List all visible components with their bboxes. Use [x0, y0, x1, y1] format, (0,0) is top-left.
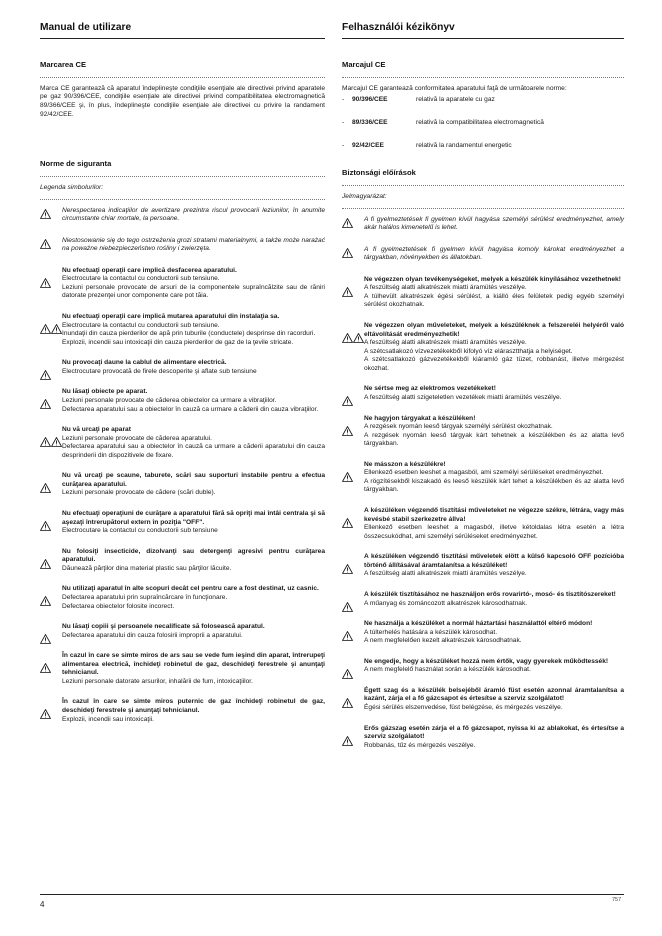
- warning-triangle-icon: [40, 709, 51, 719]
- left-column: [40, 48, 325, 736]
- safety-block: [40, 623, 325, 640]
- safety-rule-heading: Ne végezzen olyan műveleteket, melyek a készüléknek a felszereléi helyéről való eltávolítását eredményezhetik!: [364, 322, 624, 338]
- safety-block: [40, 585, 325, 611]
- safety-rule-consequence: A rezgések nyomán leeső tárgyak személyi sérülést okozhatnak.: [364, 423, 553, 431]
- safety-rule-consequence: A feszültség alatti alkatrészek miatti áramütés veszélye.: [364, 339, 527, 347]
- safety-text: [364, 322, 624, 373]
- safety-text: [62, 388, 325, 414]
- header-right-title: Felhasználói kézikönyv: [342, 22, 455, 33]
- legend-title-hu: Jelmagyarázat:: [342, 192, 387, 200]
- safety-text: [62, 359, 325, 376]
- safety-rule-consequence: Defectarea aparatului prin supraîncărcare în funcţionare.: [62, 593, 228, 601]
- warning-icons: [342, 218, 353, 228]
- warning-icons: [342, 631, 353, 641]
- directive-code: 92/42/CEE: [352, 141, 384, 149]
- footer-rule: [40, 894, 624, 895]
- ce-text-hu: Marcajul CE garantează conformitatea aparatului faţă de următoarele norme:: [342, 84, 567, 92]
- safety-rule-consequence: Defectarea aparatului din cauza folosirii improprii a aparatului.: [62, 631, 243, 639]
- safety-text: [62, 698, 325, 724]
- safety-text: [364, 725, 624, 751]
- warning-triangle-icon: [51, 437, 62, 447]
- safety-block: [342, 620, 624, 646]
- safety-rule-heading: Nu folosiţi insecticide, dizolvanţi sau detergenţi agresivi pentru curăţarea aparatului.: [62, 547, 325, 564]
- header-rule-left: [40, 38, 325, 39]
- legend-description: A fi gyelmeztetések fi gyelmen kívül hagyása komoly károkat eredményezhet a tárgyakban, növényekben és állatokban.: [364, 245, 624, 262]
- divider: [40, 199, 325, 200]
- warning-triangle-icon: [342, 698, 353, 708]
- safety-text: [62, 548, 325, 574]
- warning-triangle-icon: [40, 521, 51, 531]
- safety-rule-heading: Nu efectuaţi operaţii care implică mutarea aparatului din instalaţia sa.: [62, 313, 280, 321]
- directive-item: [342, 96, 624, 105]
- warning-triangle-icon: [40, 239, 51, 249]
- safety-rule-consequence: A nem megfelelően kezelt alkatrészek károsodhatnak.: [364, 637, 522, 645]
- warning-icons: [342, 248, 353, 258]
- safety-rule-consequence: Leziuni personale provocate de arsuri de la componentele supraîncălzite sau de răniri datorate prezenţei unor componente care pot tăia.: [62, 283, 325, 300]
- safety-rule-heading: Ne hagyjon tárgyakat a készüléken!: [364, 414, 476, 422]
- divider: [40, 77, 325, 78]
- safety-block: [40, 426, 325, 460]
- safety-text: [364, 246, 624, 263]
- directive-description: relativă la randamentul energetic: [416, 141, 512, 149]
- warning-triangle-icon: [40, 596, 51, 606]
- safety-rule-heading: În cazul în care se simte miros puternic de gaz închideţi robinetul de gaz, deschideţi ferestrele şi anunţaţi tehnicianul.: [62, 698, 325, 715]
- warning-triangle-icon: [342, 396, 353, 406]
- safety-block: [40, 698, 325, 724]
- safety-text: [364, 620, 624, 646]
- safety-rule-consequence: Ellenkező esetben leeshet a magasból, ami személyi sérüléseket eredményezhet.: [364, 469, 604, 477]
- warning-icons: [342, 564, 353, 574]
- safety-rule-heading: A készüléken végzendő tisztítási műveletek elött a külső kapcsoló OFF pozícióba történő állításával áramtalanítsa a készüléket!: [364, 553, 624, 569]
- warning-triangle-icon: [342, 218, 353, 228]
- safety-block: [342, 216, 624, 233]
- left-safety-blocks: [40, 207, 325, 725]
- safety-rule-consequence: Leziuni personale datorate arsurilor, inhalării de fum, intoxicaţiilor.: [62, 677, 253, 685]
- page-reference: 757: [612, 897, 622, 903]
- safety-rule-consequence: Electrocutare la contactul cu conductorii sub tensiune.: [62, 275, 220, 283]
- safety-text: [62, 207, 325, 224]
- safety-rule-consequence: Explozii, incendii sau intoxicaţii.: [62, 715, 154, 723]
- warning-icons: [40, 278, 51, 288]
- warning-icons: [342, 602, 353, 612]
- divider: [342, 208, 624, 209]
- safety-text: [364, 507, 624, 541]
- divider: [342, 77, 624, 78]
- safety-block: [40, 548, 325, 574]
- right-column: [342, 48, 624, 762]
- safety-rule-heading: Ne engedje, hogy a készüléket hozzá nem értők, vagy gyerekek működtessék!: [364, 657, 609, 665]
- safety-rule-heading: Nu efectuaţi operaţiuni de curăţare a aparatului fără să opriţi mai întâi centrala şi să aşezaţi întrerupătorul extern în poziţia "OFF".: [62, 510, 325, 526]
- warning-icons: [40, 483, 51, 493]
- safety-rule-consequence: A feszültség alatti alkatrészek miatti áramütés veszélye.: [364, 284, 527, 292]
- directive-code: 89/336/CEE: [352, 118, 388, 126]
- safety-rule-heading: Nu efectuaţi operaţii care implică desfacerea aparatului.: [62, 266, 237, 274]
- warning-triangle-icon: [342, 736, 353, 746]
- warning-triangle-icon: [353, 333, 364, 343]
- safety-block: [342, 246, 624, 263]
- safety-text: [62, 472, 325, 498]
- safety-rule-heading: Nu vă urcaţi pe aparat: [62, 426, 131, 434]
- safety-block: [40, 472, 325, 498]
- warning-triangle-icon: [40, 370, 51, 380]
- ce-text-ro: Marca CE garantează că aparatul îndeplineşte condiţiile esenţiale ale directivei privind aparatele pe gaz 90/396/CEE, condiţiile esenţiale ale directivei privind compatibilitatea electromagnetică 89/366/CEE şi, în plus, îndeplineşte condiţiile esenţiale ale directivei cu privire la randament 92/42/CEE.: [40, 84, 325, 118]
- safety-rule-heading: A készülék tisztításához ne használjon erős rovarirtó-, mosó- és tisztítószereket!: [364, 590, 616, 598]
- ce-title-hu: Marcajul CE: [342, 60, 386, 69]
- safety-text: [364, 687, 624, 713]
- safety-rule-consequence: Electrocutare provocată de firele descoperite şi aflate sub tensiune: [62, 367, 257, 375]
- safety-text: [62, 267, 325, 301]
- safety-rule-heading: Ne használja a készüléket a normál háztartási használattól eltérő módon!: [364, 620, 593, 628]
- warning-icons: [342, 669, 353, 679]
- safety-rule-consequence: Electrocutare la contactul cu conductorii sub tensiune.: [62, 321, 220, 329]
- warning-triangle-icon: [40, 278, 51, 288]
- directive-dash: -: [342, 118, 345, 126]
- safety-rule-heading: Égett szag és a készülék belsejéből áramló füst esetén azonnal áramtalanítsa a kazánt, zárja el a fő gázcsapot és értesítse a szerviz szolgálatot!: [364, 686, 624, 703]
- directive-code: 90/396/CEE: [352, 96, 388, 104]
- safety-rule-consequence: A műanyag és zománcozott alkatrészek károsodhatnak.: [364, 599, 528, 607]
- safety-text: [364, 216, 624, 233]
- safety-rule-consequence: A szétcsatlakozó gázvezetékekből kiáramló gáz tüzet, robbanást, illetve mérgezést okozhat.: [364, 356, 624, 372]
- safety-title-ro: Norme de siguranta: [40, 159, 112, 169]
- safety-text: [364, 591, 624, 608]
- directive-description: relativă la compatibilitatea electromagnetică: [416, 118, 544, 126]
- safety-text: [364, 658, 624, 675]
- warning-triangle-icon: [40, 324, 51, 334]
- safety-rule-consequence: Égési sérülés elszenvedése, füst belégzése, és mérgezés veszélye.: [364, 704, 563, 712]
- safety-rule-consequence: A rögzítésekből kiszakadó és leeső készülék kárt tehet a készülékben és az alatta levő tárgyakban.: [364, 477, 624, 494]
- warning-icons: [40, 370, 51, 380]
- safety-block: [40, 388, 325, 414]
- safety-rule-heading: Erős gázszag esetén zárja el a fő gázcsapot, nyissa ki az ablakokat, és értesítse a szerviz szolgálatot!: [364, 724, 624, 741]
- safety-rule-heading: Nu utilizaţi aparatul în alte scopuri decât cel pentru care a fost destinat, uz casnic.: [62, 585, 319, 593]
- safety-text: [62, 510, 325, 536]
- safety-block: [342, 385, 624, 402]
- safety-rule-consequence: Inundaţii din cauza pierderilor de apă prin tuburile (conductele) desprinse din racorduri.: [62, 330, 316, 338]
- safety-text: [62, 623, 325, 640]
- warning-icons: [40, 521, 51, 531]
- warning-triangle-icon: [40, 399, 51, 409]
- warning-triangle-icon: [40, 634, 51, 644]
- safety-block: [342, 461, 624, 495]
- page-number: 4: [40, 900, 45, 909]
- warning-triangle-icon: [342, 248, 353, 258]
- safety-block: [40, 267, 325, 301]
- legend-description: A fi gyelmeztetések fi gyelmen kívül hagyása személyi sérülést eredményezhet, amely akár halálos kimenetelű is lehet.: [364, 215, 624, 232]
- divider: [40, 176, 325, 177]
- safety-rule-heading: Ne másszon a készülékre!: [364, 460, 446, 468]
- safety-rule-heading: Ne végezzen olyan tevékenységeket, melyek a készülék kinyílásához vezethetnek!: [364, 275, 621, 283]
- safety-block: [40, 237, 325, 254]
- directive-item: [342, 142, 624, 151]
- safety-rule-consequence: Explozii, incendii sau intoxicaţii din cauza pierderilor de gaz de la ţevile stricate.: [62, 338, 294, 346]
- safety-rule-consequence: Defectarea aparatului sau a obiectelor în cauză ca urmare a căderii aparatului din cauza desprinderii din dispozitivele de fixare.: [62, 443, 325, 459]
- safety-block: [342, 415, 624, 449]
- legend-description: Nerespectarea indicaţiilor de avertizare prezintra riscul provocarii leziunilor, în anumite circumstante chiar mortale, la persoane.: [62, 206, 325, 223]
- warning-triangle-icon: [40, 209, 51, 219]
- right-safety-blocks: [342, 216, 624, 751]
- warning-icons: [342, 287, 353, 297]
- warning-triangle-icon: [40, 663, 51, 673]
- safety-block: [342, 658, 624, 675]
- safety-rule-consequence: A feszültség alatti szigeteletlen vezetékek miatti áramütés veszélye.: [364, 393, 562, 401]
- safety-text: [62, 652, 325, 686]
- warning-icons: [40, 239, 51, 249]
- safety-block: [342, 507, 624, 541]
- legend-description: Niestosowanie się do tego ostrzeżenia grozi stratami materialnymi, a także może narażać na poważne niebezpieczeństwo rośliny i zwierzęta.: [62, 236, 325, 253]
- header-rule-right: [342, 38, 624, 39]
- safety-text: [364, 553, 624, 579]
- warning-triangle-icon: [342, 631, 353, 641]
- warning-triangle-icon: [40, 437, 51, 447]
- safety-text: [62, 237, 325, 254]
- warning-triangle-icon: [342, 669, 353, 679]
- safety-rule-heading: Nu vă urcaţi pe scaune, taburete, scări sau suporturi instabile pentru a efectua curăţarea aparatului.: [62, 472, 325, 488]
- warning-triangle-icon: [51, 324, 62, 334]
- safety-rule-heading: Nu lăsaţi obiecte pe aparat.: [62, 388, 148, 396]
- safety-rule-consequence: A nem megfelelő használat során a készülék károsodhat.: [364, 666, 531, 674]
- safety-rule-consequence: A túlterhelés hatására a készülék károsodhat.: [364, 628, 498, 636]
- directive-dash: -: [342, 96, 345, 104]
- safety-text: [364, 385, 624, 402]
- warning-triangle-icon: [342, 602, 353, 612]
- directive-list: [342, 96, 624, 150]
- safety-rule-heading: Nu provocaţi daune la cablul de alimentare electrică.: [62, 359, 227, 367]
- warning-icons: [40, 596, 51, 606]
- safety-text: [364, 415, 624, 449]
- warning-icons: [40, 634, 51, 644]
- safety-text: [62, 426, 325, 460]
- safety-rule-consequence: Ellenkező esetben leeshet a magasból, illetve kétoldalas létra esetén a létra összecsukódhat, ami személyi sérüléseket eredményezhet.: [364, 524, 624, 540]
- safety-rule-consequence: Leziuni personale provocate de căderea obiectelor ca urmare a vibraţiilor.: [62, 396, 277, 404]
- safety-text: [364, 461, 624, 495]
- legend-title-ro: Legenda simbolurilor:: [40, 183, 104, 191]
- warning-triangle-icon: [342, 518, 353, 528]
- directive-item: [342, 119, 624, 128]
- warning-icons: [40, 209, 51, 219]
- warning-icons: [342, 518, 353, 528]
- safety-block: [40, 652, 325, 686]
- safety-block: [342, 553, 624, 579]
- safety-title-hu: Biztonsági előírások: [342, 168, 416, 178]
- safety-rule-heading: Nu lăsaţi copiii şi persoanele necalificate să folosească aparatul.: [62, 623, 265, 631]
- safety-block: [342, 322, 624, 373]
- safety-rule-consequence: Dăunează părţilor dina material plastic sau părţilor lăcuite.: [62, 564, 232, 572]
- safety-block: [40, 510, 325, 536]
- warning-icons: [342, 698, 353, 708]
- safety-block: [342, 591, 624, 608]
- warning-icons: [342, 426, 353, 436]
- safety-block: [342, 276, 624, 310]
- safety-block: [342, 725, 624, 751]
- safety-rule-consequence: A feszültség alatti alkatrészek miatti áramütés veszélye.: [364, 570, 527, 578]
- warning-triangle-icon: [342, 333, 353, 343]
- safety-rule-consequence: Leziuni personale provocate de cădere (scări duble).: [62, 489, 216, 497]
- safety-rule-consequence: A szétcsatlakozó vízvezetékekből kifolyó víz elárasztthatja a helyiséget.: [364, 347, 573, 355]
- divider: [342, 185, 624, 186]
- safety-rule-heading: În cazul în care se simte miros de ars sau se vede fum ieşind din aparat, întrerupeţi alimentarea electrică, închideţi robinetul de gaz, deschideţi ferestrele şi anunţaţi tehnicianul.: [62, 652, 325, 677]
- safety-rule-consequence: A túlhevült alkatrészek égési sérülést, a kiálló éles felületek pedig egyéb személyi sérülést okozhatnak.: [364, 292, 624, 309]
- warning-triangle-icon: [40, 483, 51, 493]
- safety-rule-consequence: Defectarea aparatului sau a obiectelor în cauză ca urmare a căderii din cauza vibraţiilor.: [62, 405, 319, 413]
- warning-icons: [40, 399, 51, 409]
- ce-title-ro: Marcarea CE: [40, 60, 87, 69]
- warning-icons: [342, 333, 364, 343]
- safety-rule-consequence: Defectarea obiectelor folosite incorect.: [62, 602, 175, 610]
- warning-triangle-icon: [342, 564, 353, 574]
- warning-icons: [342, 736, 353, 746]
- warning-triangle-icon: [342, 472, 353, 482]
- safety-block: [40, 313, 325, 347]
- warning-icons: [342, 472, 353, 482]
- warning-icons: [40, 437, 62, 447]
- safety-block: [40, 359, 325, 376]
- warning-triangle-icon: [40, 559, 51, 569]
- safety-text: [62, 585, 325, 611]
- safety-rule-consequence: A rezgések nyomán leeső tárgyak kárt tehetnek a készülékben és az alatta levő tárgyakban.: [364, 431, 624, 448]
- warning-triangle-icon: [342, 287, 353, 297]
- safety-rule-consequence: Electrocutare la contactul cu conductorii sub tensiune: [62, 527, 218, 535]
- safety-rule-heading: A készüléken végzendő tisztítási műveleteket ne végezze székre, létrára, vagy más kevésbé stabil szerkezetre állva!: [364, 507, 624, 523]
- safety-rule-consequence: Robbanás, tűz és mérgezés veszélye.: [364, 741, 476, 749]
- warning-icons: [40, 709, 51, 719]
- warning-icons: [40, 663, 51, 673]
- safety-block: [342, 687, 624, 713]
- header-left-title: Manual de utilizare: [40, 22, 132, 33]
- safety-text: [364, 276, 624, 310]
- warning-icons: [40, 559, 51, 569]
- warning-triangle-icon: [342, 426, 353, 436]
- safety-block: [40, 207, 325, 224]
- warning-icons: [342, 396, 353, 406]
- safety-text: [62, 313, 325, 347]
- safety-rule-consequence: Leziuni personale provocate de căderea aparatului.: [62, 434, 212, 442]
- warning-icons: [40, 324, 62, 334]
- directive-dash: -: [342, 141, 345, 149]
- safety-rule-heading: Ne sértse meg az elektromos vezetékeket!: [364, 385, 496, 393]
- directive-description: relativă la aparatele cu gaz: [416, 96, 495, 104]
